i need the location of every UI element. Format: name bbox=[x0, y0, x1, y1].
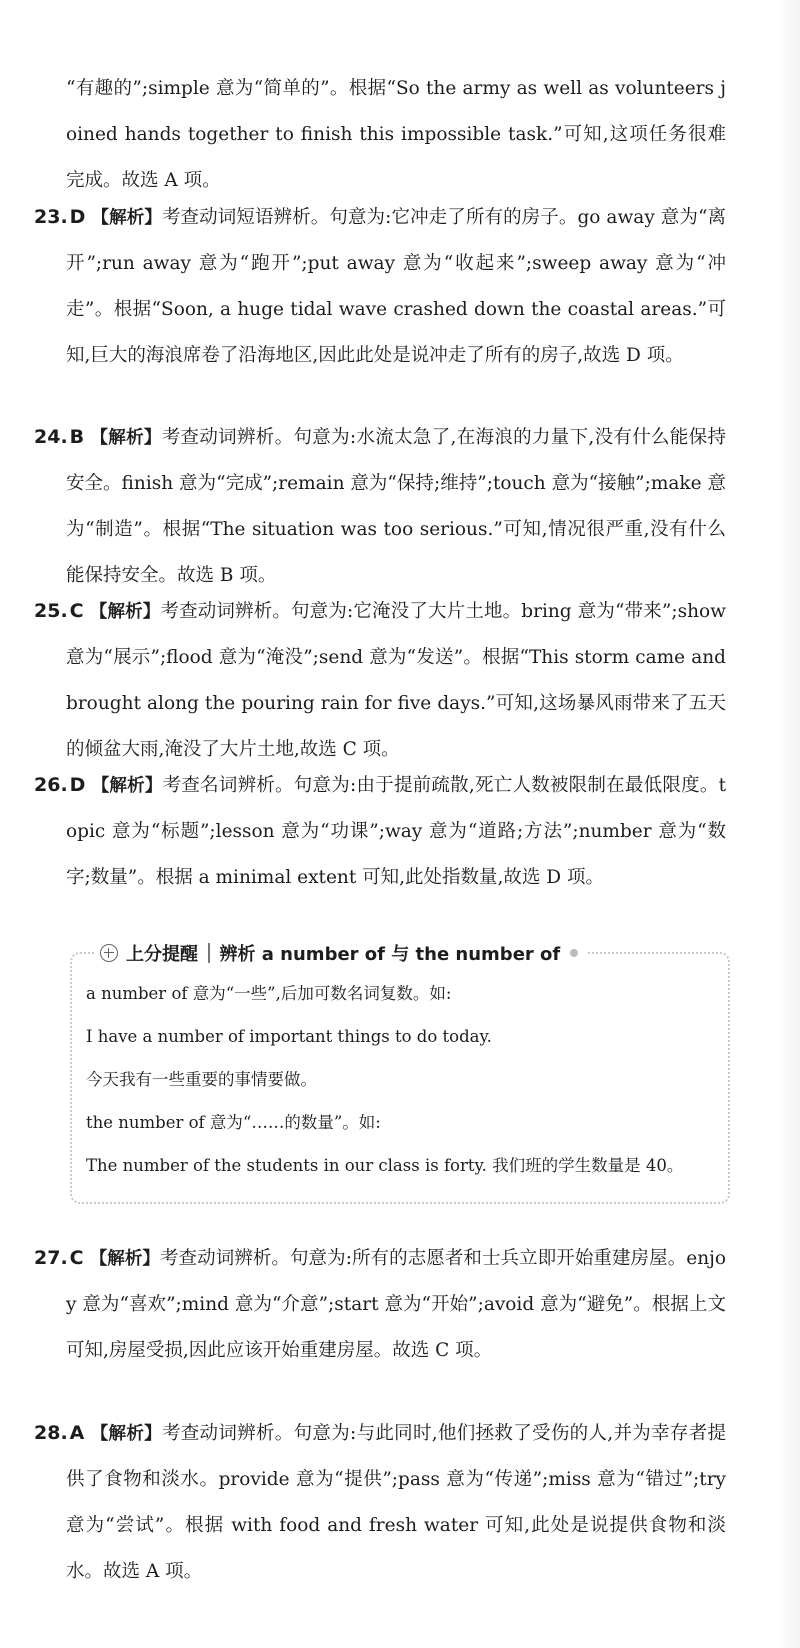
tip-line: The number of the students in our class is forty. 我们班的学生数量是 40。 bbox=[86, 1156, 684, 1175]
answer-item-25 bbox=[34, 588, 727, 773]
answer-letter: C bbox=[69, 1247, 84, 1269]
paragraph-text: “有趣的”;simple 意为“简单的”。根据“So the army as well as volunteers joined hands together to finish this impossible task.”可知,这项任务很难完成。故选 A 项。 bbox=[66, 78, 726, 191]
question-number: 23. bbox=[34, 206, 68, 228]
tip-line: the number of 意为“……的数量”。如: bbox=[86, 1113, 381, 1132]
question-number: 28. bbox=[34, 1422, 68, 1444]
question-number: 27. bbox=[34, 1247, 68, 1269]
tip-line: a number of 意为“一些”,后加可数名词复数。如: bbox=[86, 984, 452, 1003]
analysis-text: 考查动词短语辨析。句意为:它冲走了所有的房子。go away 意为“离开”;run away 意为“跑开”;put away 意为“收起来”;sweep away 意为“冲走”。根据“Soon, a huge tidal wave crashed down the coastal areas.”可知,巨大的海浪席卷了沿海地区,因此此处是说冲走了所有的房子,故选 D 项。 bbox=[66, 207, 727, 366]
analysis-tag: 【解析】 bbox=[89, 1249, 160, 1269]
answer-letter: C bbox=[69, 600, 84, 622]
question-number: 26. bbox=[34, 774, 68, 796]
analysis-tag: 【解析】 bbox=[89, 602, 161, 622]
analysis-tag: 【解析】 bbox=[90, 1424, 162, 1444]
analysis-text: 考查动词辨析。句意为:与此同时,他们拯救了受伤的人,并为幸存者提供了食物和淡水。provide 意为“提供”;pass 意为“传递”;miss 意为“错过”;try 意为“尝试”。根据 with food and fresh water 可知,此处是说提供食物和淡水。故选 A 项。 bbox=[66, 1423, 727, 1582]
analysis-tag: 【解析】 bbox=[90, 428, 162, 448]
answer-item-28 bbox=[34, 1410, 727, 1595]
dot-icon bbox=[570, 949, 578, 957]
answer-letter: A bbox=[69, 1422, 85, 1444]
analysis-text: 考查动词辨析。句意为:所有的志愿者和士兵立即开始重建房屋。enjoy 意为“喜欢”;mind 意为“介意”;start 意为“开始”;avoid 意为“避免”。根据上文可知,房屋受损,因此应该开始重建房屋。故选 C 项。 bbox=[66, 1248, 726, 1361]
answer-item-24 bbox=[34, 414, 726, 599]
tip-subtitle: 辨析 a number of 与 the number of bbox=[219, 944, 561, 965]
analysis-tag: 【解析】 bbox=[91, 208, 162, 228]
analysis-text: 考查动词辨析。句意为:水流太急了,在海浪的力量下,没有什么能保持安全。finish 意为“完成”;remain 意为“保持;维持”;touch 意为“接触”;make 意为“制造”。根据“The situation was too serious.”可知,情况很严重,没有什么能保持安全。故选 B 项。 bbox=[66, 427, 726, 586]
tip-title: 上分提醒 bbox=[126, 944, 198, 965]
answer-letter: B bbox=[69, 426, 85, 448]
tip-line: 今天我有一些重要的事情要做。 bbox=[86, 1070, 317, 1089]
tip-header bbox=[94, 938, 586, 968]
answer-item-26 bbox=[34, 762, 726, 901]
question-number: 25. bbox=[34, 600, 68, 622]
analysis-text: 考查名词辨析。句意为:由于提前疏散,死亡人数被限制在最低限度。topic 意为“标题”;lesson 意为“功课”;way 意为“道路;方法”;number 意为“数字;数量”。根据 a minimal extent 可知,此处指数量,故选 D 项。 bbox=[66, 775, 726, 888]
answer-letter: D bbox=[69, 774, 86, 796]
answer-item-23 bbox=[34, 194, 727, 379]
analysis-tag: 【解析】 bbox=[91, 776, 163, 796]
tip-box bbox=[70, 944, 730, 1204]
paragraph-continued bbox=[66, 66, 726, 204]
analysis-text: 考查动词辨析。句意为:它淹没了大片土地。bring 意为“带来”;show 意为“展示”;flood 意为“淹没”;send 意为“发送”。根据“This storm came and brought along the pouring rain for five days.”可知,这场暴风雨带来了五天的倾盆大雨,淹没了大片土地,故选 C 项。 bbox=[66, 601, 727, 760]
tip-body bbox=[86, 972, 716, 1187]
question-number: 24. bbox=[34, 426, 68, 448]
answer-item-27 bbox=[34, 1235, 726, 1374]
answer-letter: D bbox=[69, 206, 86, 228]
tip-line: I have a number of important things to do today. bbox=[86, 1027, 492, 1046]
plus-circle-icon bbox=[100, 944, 118, 962]
tip-divider bbox=[208, 943, 210, 963]
